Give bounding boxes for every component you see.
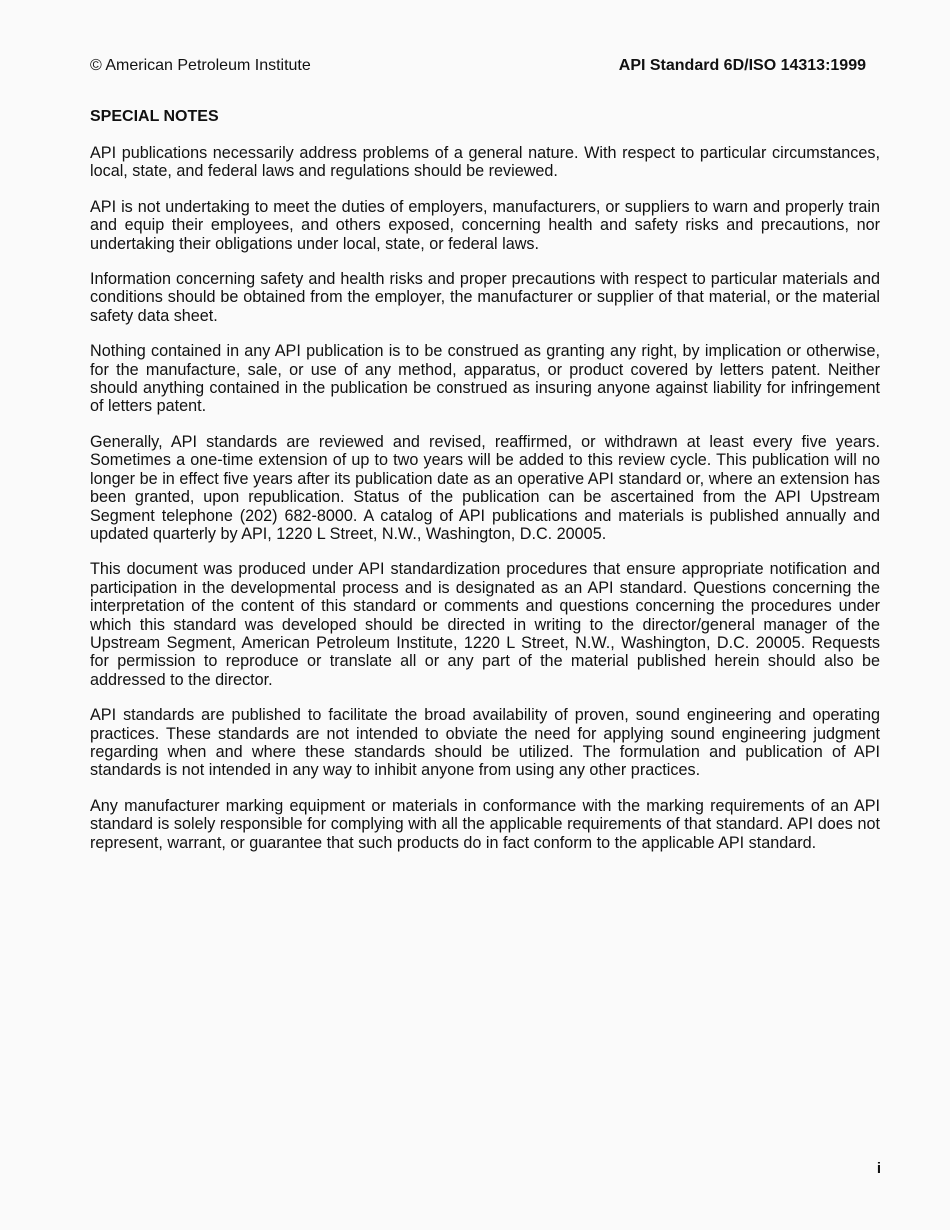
page-number: i bbox=[876, 1160, 881, 1177]
copyright-notice: © American Petroleum Institute bbox=[90, 57, 311, 74]
page-header bbox=[90, 56, 866, 78]
paragraph: Nothing contained in any API publication is to be construed as granting any right, by implication or otherwise, for the manufacture, sale, or use of any method, apparatus, or product covered by letters patent. Neither should anything contained in the publication be construed as insuring anyone against liability for infringement of letters patent. bbox=[90, 342, 880, 416]
paragraph: This document was produced under API standardization procedures that ensure appropriate notification and participation in the developmental process and is designated as an API standard. Questions concerning the interpretation of the content of this standard or comments and questions concerning the procedures under which this standard was developed should be directed in writing to the director/general manager of the Upstream Segment, American Petroleum Institute, 1220 L Street, N.W., Washington, D.C. 20005. Requests for permission to reproduce or translate all or any part of the material published herein should also be addressed to the director. bbox=[90, 560, 880, 689]
paragraph: Any manufacturer marking equipment or materials in conformance with the marking requirements of an API standard is solely responsible for complying with all the applicable requirements of that standard. API does not represent, warrant, or guarantee that such products do in fact conform to the applicable API standard. bbox=[90, 796, 880, 852]
page-content bbox=[90, 107, 880, 869]
paragraph: API is not undertaking to meet the duties of employers, manufacturers, or suppliers to warn and properly train and equip their employees, and others exposed, concerning health and safety risks and precautions, nor undertaking their obligations under local, state, or federal laws. bbox=[90, 197, 880, 253]
paragraph: Generally, API standards are reviewed and revised, reaffirmed, or withdrawn at least every five years. Sometimes a one-time extension of up to two years will be added to this review cycle. This publication will no longer be in effect five years after its publication date as an operative API standard or, where an extension has been granted, upon republication. Status of the publication can be ascertained from the API Upstream Segment telephone (202) 682-8000. A catalog of API publications and materials is published annually and updated quarterly by API, 1220 L Street, N.W., Washington, D.C. 20005. bbox=[90, 432, 880, 543]
standard-designation: API Standard 6D/ISO 14313:1999 bbox=[618, 57, 866, 74]
paragraph: API standards are published to facilitate the broad availability of proven, sound engineering and operating practices. These standards are not intended to obviate the need for applying sound engineering judgment regarding when and where these standards should be utilized. The formulation and publication of API standards is not intended in any way to inhibit anyone from using any other practices. bbox=[90, 706, 880, 780]
paragraph: API publications necessarily address problems of a general nature. With respect to particular circumstances, local, state, and federal laws and regulations should be reviewed. bbox=[90, 144, 880, 181]
paragraph: Information concerning safety and health risks and proper precautions with respect to particular materials and conditions should be obtained from the employer, the manufacturer or supplier of that material, or the material safety data sheet. bbox=[90, 270, 880, 325]
section-title: SPECIAL NOTES bbox=[90, 108, 219, 125]
